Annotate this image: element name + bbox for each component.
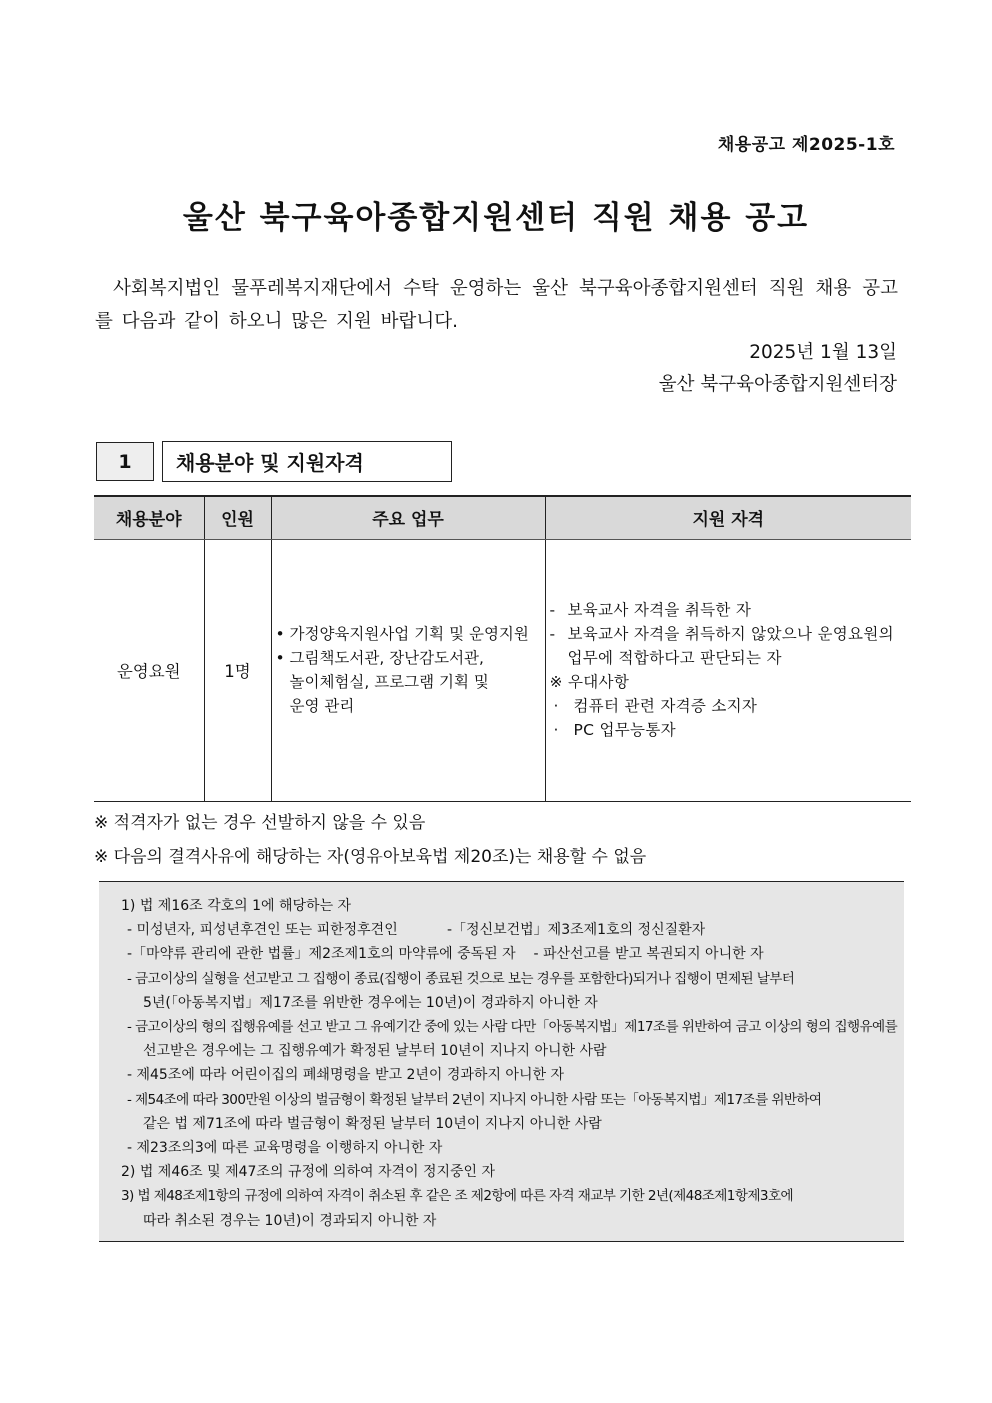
- duty-continuation: [276, 694, 545, 718]
- bullet-icon: •: [275, 649, 285, 667]
- law-line: - 금고이상의 실형을 선고받고 그 집행이 종료(집행이 종료된 것으로 보는 경우를 포함한다)되거나 집행이 면제된 날부터: [127, 970, 795, 987]
- law-line: 선고받은 경우에는 그 집행유예가 확정된 날부터 10년이 지나지 아니한 사람: [143, 1043, 607, 1060]
- qualification-text: 업무에 적합하다고 판단되는 자: [567, 649, 782, 667]
- header-duties: 주요 업무: [271, 496, 545, 539]
- law-text: - 파산선고를 받고 복권되지 아니한 자: [533, 946, 764, 963]
- law-line: 1) 법 제16조 각호의 1에 해당하는 자: [121, 898, 352, 914]
- law-line: - 제23조의3에 따른 교육명령을 이행하지 아니한 자: [127, 1140, 443, 1157]
- dot-icon: ·: [553, 697, 559, 715]
- qualification-continuation: [550, 646, 912, 670]
- qualification-text: 보육교사 자격을 취득한 자: [567, 601, 752, 619]
- preference-title-text: ※ 우대사항: [549, 673, 630, 691]
- note-disqualification: ※ 다음의 결격사유에 해당하는 자(영유아보육법 제20조)는 채용할 수 없음: [94, 847, 647, 867]
- law-line: 3) 법 제48조제1항의 규정에 의하여 자격이 취소된 후 같은 조 제2항에 따른 자격 재교부 기한 2년(제48조제1항제3호에: [121, 1188, 794, 1205]
- section-title: 채용분야 및 지원자격: [162, 441, 452, 482]
- cell-count: 1명: [204, 539, 271, 801]
- law-text: -「정신보건법」제3조제1호의 정신질환자: [447, 922, 706, 939]
- page-title: 울산 북구육아종합지원센터 직원 채용 공고: [182, 200, 810, 236]
- law-line: [121, 942, 904, 966]
- duty-continuation: [276, 670, 545, 694]
- preference-title: [550, 670, 912, 694]
- qualification-item: [550, 622, 912, 646]
- duty-item: [276, 622, 545, 646]
- qualification-item: [550, 598, 912, 622]
- preference-text: PC 업무능통자: [573, 721, 676, 739]
- header-field: 채용분야: [94, 496, 204, 539]
- duty-text: 놀이체험실, 프로그램 기획 및: [289, 673, 489, 691]
- law-line: - 금고이상의 형의 집행유예를 선고 받고 그 유예기간 중에 있는 사람 다만「아동복지법」제17조를 위반하여 금고 이상의 형의 집행유예를: [127, 1019, 898, 1036]
- disqualification-box: [99, 881, 904, 1242]
- duty-text: 그림책도서관, 장난감도서관,: [289, 649, 484, 667]
- section-number: 1: [96, 442, 154, 481]
- header-qualifications: 지원 자격: [545, 496, 911, 539]
- law-text: -「마약류 관리에 관한 법률」제2조제1호의 마약류에 중독된 자: [127, 946, 516, 963]
- issue-date: 2025년 1월 13일: [749, 342, 897, 363]
- qualification-text: 보육교사 자격을 취득하지 않았으나 운영요원의: [567, 625, 894, 643]
- cell-duties: [271, 539, 545, 801]
- note-no-qualified: ※ 적격자가 없는 경우 선발하지 않을 수 있음: [94, 813, 426, 833]
- duty-item: [276, 646, 545, 670]
- cell-qualifications: [545, 539, 911, 801]
- preference-item: [550, 694, 912, 718]
- dot-icon: ·: [553, 721, 559, 739]
- dash-icon: -: [549, 601, 556, 619]
- law-line: [121, 918, 904, 942]
- duty-text: 가정양육지원사업 기획 및 운영지원: [289, 625, 529, 643]
- notice-number: 채용공고 제2025-1호: [717, 135, 895, 155]
- dash-icon: -: [549, 625, 556, 643]
- duty-text: 운영 관리: [289, 697, 355, 715]
- bullet-icon: •: [275, 625, 285, 643]
- intro-paragraph: 사회복지법인 물푸레복지재단에서 수탁 운영하는 울산 북구육아종합지원센터 직원 채용 공고를 다음과 같이 하오니 많은 지원 바랍니다.: [95, 278, 898, 332]
- law-line: - 제54조에 따라 300만원 이상의 벌금형이 확정된 날부터 2년이 지나지 아니한 사람 또는「아동복지법」제17조를 위반하여: [127, 1091, 822, 1108]
- law-text: - 미성년자, 피성년후견인 또는 피한정후견인: [127, 922, 398, 939]
- preference-item: [550, 718, 912, 742]
- law-line: 5년(「아동복지법」제17조를 위반한 경우에는 10년)이 경과하지 아니한 자: [143, 994, 598, 1011]
- header-count: 인원: [204, 496, 271, 539]
- table-header-row: [94, 496, 911, 539]
- law-line: 같은 법 제71조에 따라 벌금형이 확정된 날부터 10년이 지나지 아니한 사람: [143, 1115, 602, 1132]
- table-row: [94, 539, 911, 801]
- recruitment-table: [94, 495, 911, 802]
- issuer: 울산 북구육아종합지원센터장: [658, 374, 897, 395]
- law-line: - 제45조에 따라 어린이집의 폐쇄명령을 받고 2년이 경과하지 아니한 자: [127, 1067, 564, 1084]
- preference-text: 컴퓨터 관련 자격증 소지자: [573, 697, 758, 715]
- cell-field: 운영요원: [94, 539, 204, 801]
- law-line: 따라 취소된 경우는 10년)이 경과되지 아니한 자: [143, 1212, 437, 1229]
- law-line: 2) 법 제46조 및 제47조의 규정에 의하여 자격이 정지중인 자: [121, 1164, 496, 1181]
